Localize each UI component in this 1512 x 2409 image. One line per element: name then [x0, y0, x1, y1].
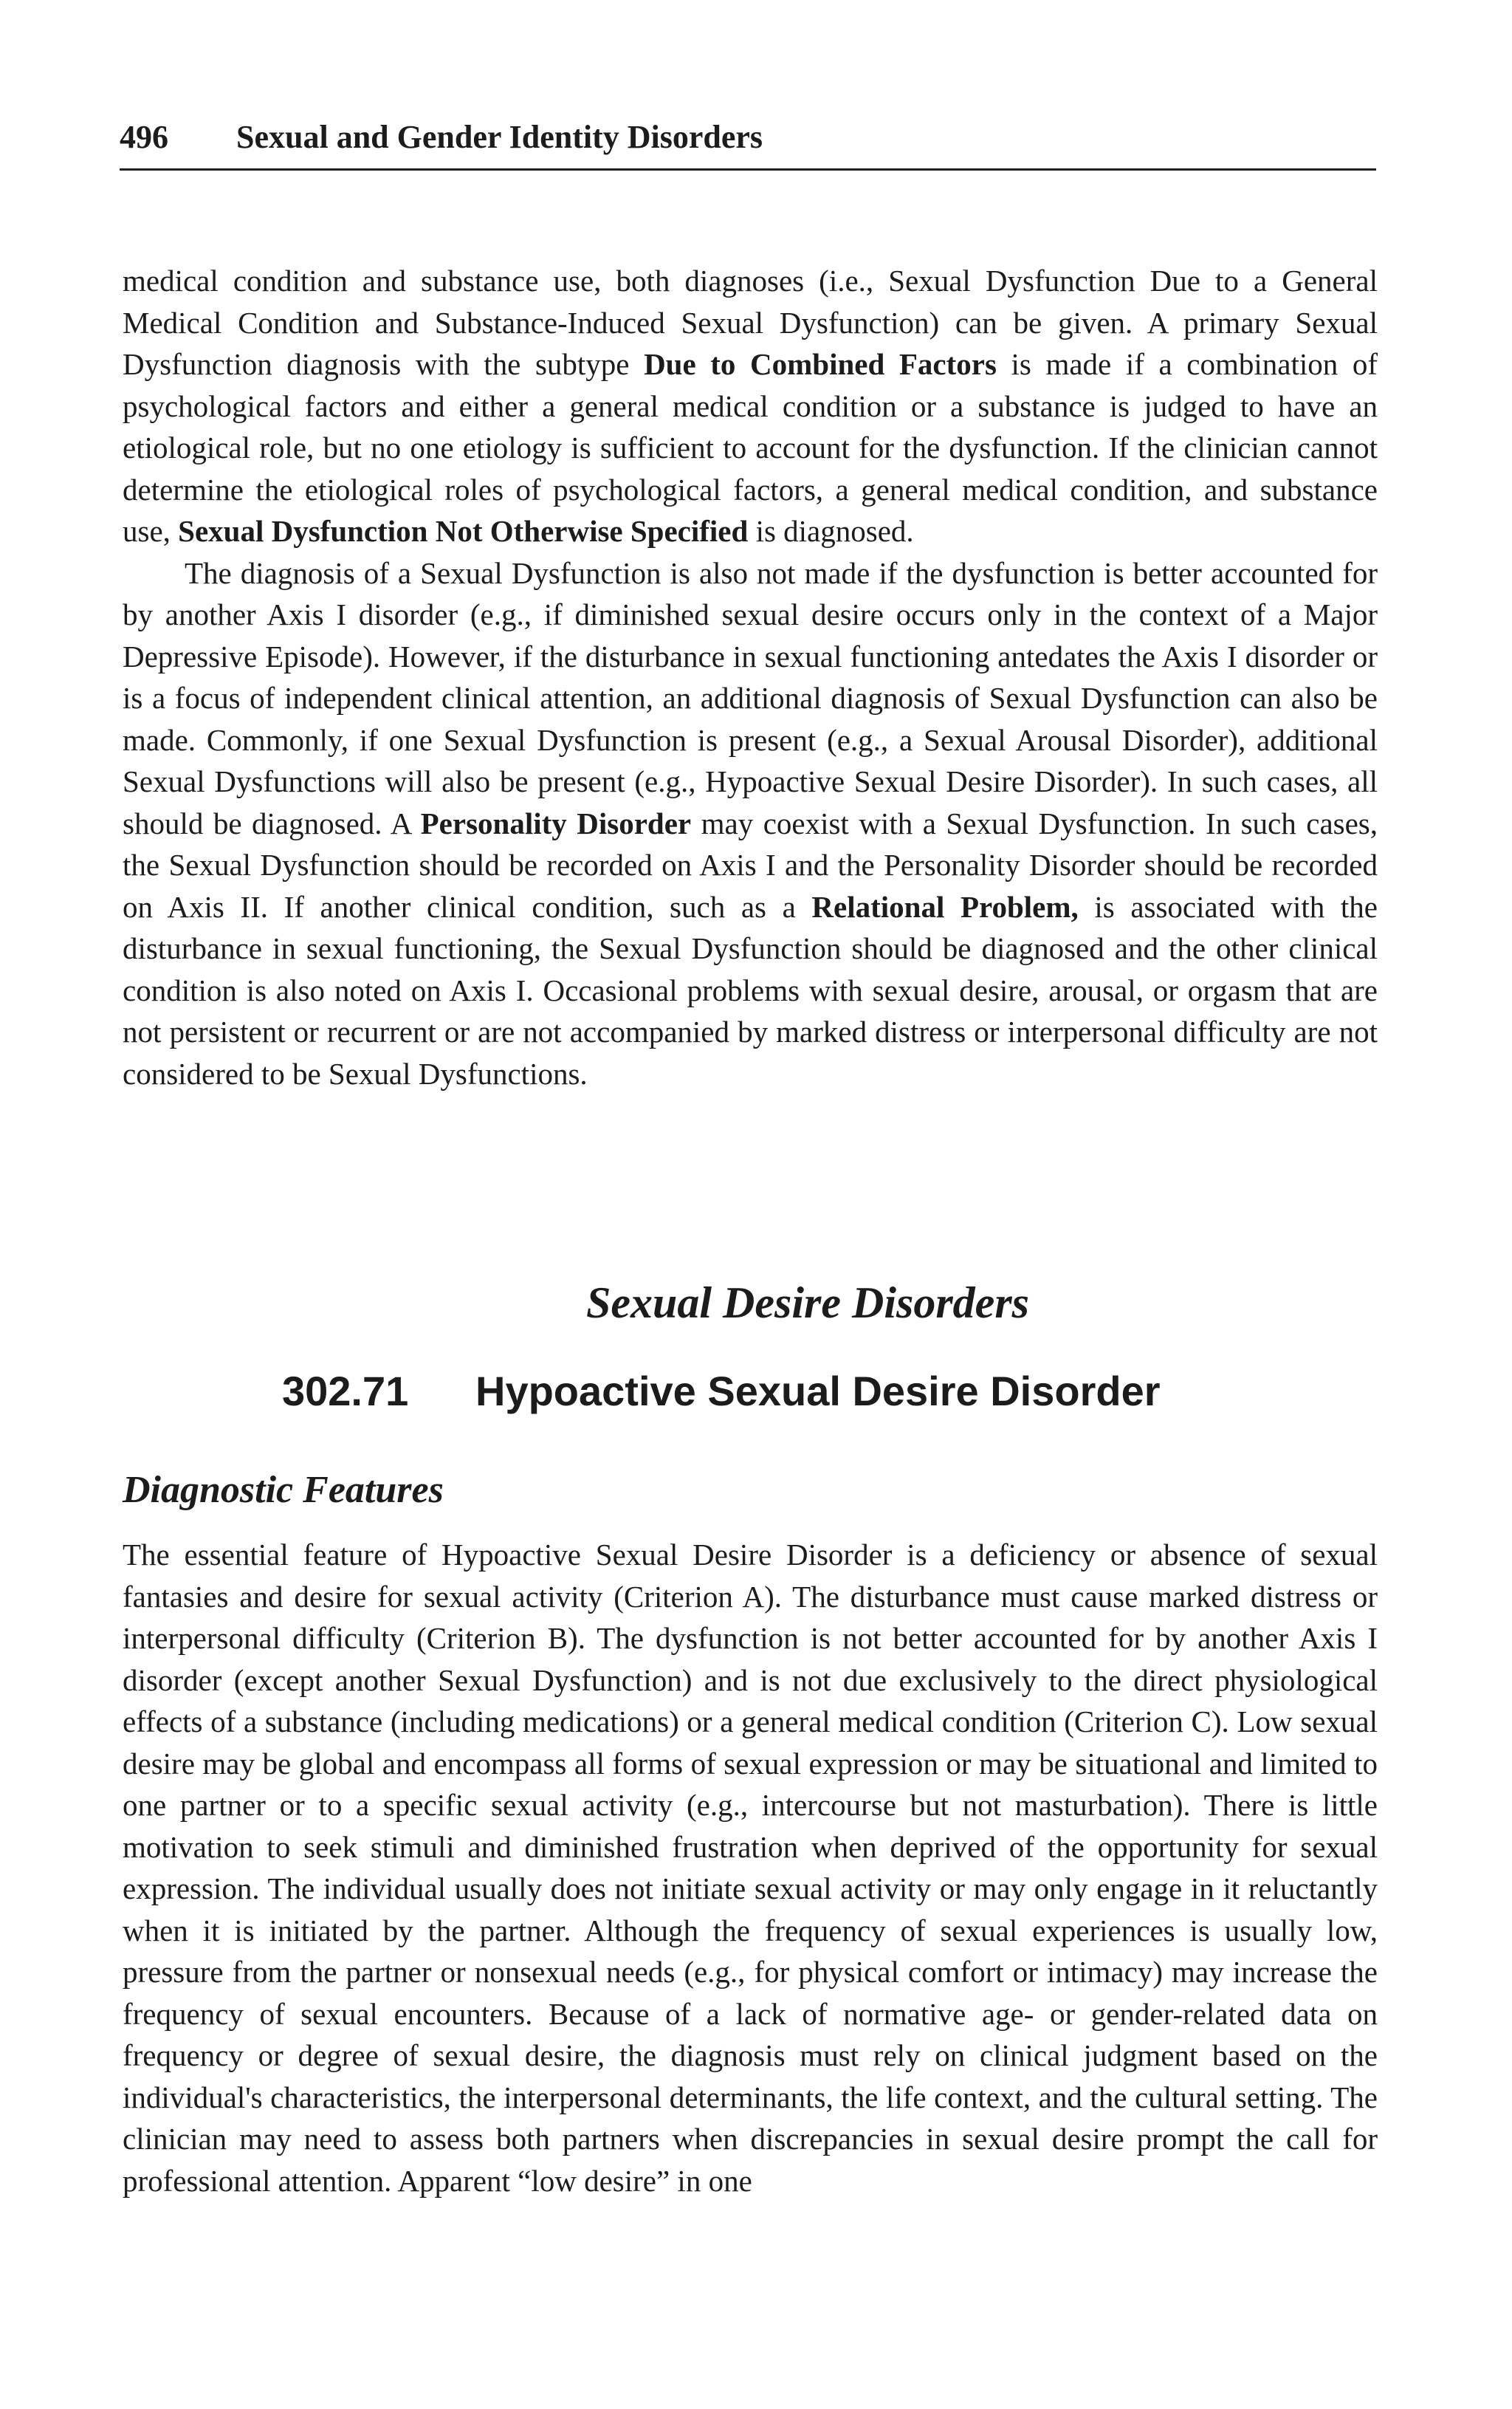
paragraph-text: medical condition and substance use, both diagnoses (i.e., Sexual Dysfunction Due to a General Medical Condition and Substance-Induced Sexual Dysfunction) can be given. A primary Sexual Dysfunction diagnosis with the subtype: [123, 264, 1378, 381]
diagnostic-code: 302.71: [282, 1368, 409, 1414]
subsection-heading: Diagnostic Features: [123, 1469, 444, 1511]
page-header: [120, 117, 1376, 171]
paragraph-text: may coexist with a Sexual Dysfunction. In such cases, the Sexual Dysfunction should be recorded on Axis I and the Personality Disorder should be recorded on Axis II. If another clinical condition, such as a: [123, 806, 1378, 924]
paragraph-text: is made if a combination of psychological factors and either a general medical condition or a substance is judged to have an etiological role, but no one etiology is sufficient to account for the dysfunction. If the clinician cannot determine the etiological roles of psychological factors, a general medical condition, and substance use,: [123, 347, 1378, 548]
paragraph-combined-factors: [123, 260, 1378, 552]
paragraph-text: The diagnosis of a Sexual Dysfunction is also not made if the dysfunction is better accounted for by another Axis I disorder (e.g., if diminished sexual desire occurs only in the context of a Major Depressive Episode). However, if the disturbance in sexual functioning antedates the Axis I disorder or is a focus of independent clinical attention, an additional diagnosis of Sexual Dysfunction can also be made. Commonly, if one Sexual Dysfunction is present (e.g., a Sexual Arousal Disorder), additional Sexual Dysfunctions will also be present (e.g., Hypoactive Sexual Desire Disorder). In such cases, all should be diagnosed. A: [123, 555, 1378, 840]
bold-term-personality-disorder: Personality Disorder: [420, 806, 692, 840]
page-number: 496: [120, 119, 168, 155]
body-text-top: [123, 260, 1378, 1094]
body-text-bottom: [123, 1534, 1378, 2201]
bold-term-due-to-combined-factors: Due to Combined Factors: [644, 347, 997, 381]
disorder-name: Hypoactive Sexual Desire Disorder: [475, 1368, 1161, 1414]
section-heading: Sexual Desire Disorders: [585, 1278, 1030, 1327]
paragraph-diagnostic-features: The essential feature of Hypoactive Sexual Desire Disorder is a deficiency or absence of sexual fantasies and desire for sexual activity (Criterion A). The disturbance must cause marked distress or interpersonal difficulty (Criterion B). The dysfunction is not better accounted for by another Axis I disorder (except another Sexual Dysfunction) and is not due exclusively to the direct physiological effects of a substance (including medications) or a general medical condition (Criterion C). Low sexual desire may be global and encompass all forms of sexual expression or may be situational and limited to one partner or to a specific sexual activity (e.g., intercourse but not masturbation). There is little motivation to seek stimuli and diminished frustration when deprived of the opportunity for sexual expression. The individual usually does not initiate sexual activity or may only engage in it reluctantly when it is initiated by the partner. Although the frequency of sexual experiences is usually low, pressure from the partner or nonsexual needs (e.g., for physical comfort or intimacy) may increase the frequency of sexual encounters. Because of a lack of normative age- or gender-related data on frequency or degree of sexual desire, the diagnosis must rely on clinical judgment based on the individual's characteristics, the interpersonal determinants, the life context, and the cultural setting. The clinician may need to assess both partners when discrepancies in sexual desire prompt the call for professional attention. Apparent “low desire” in one: [123, 1538, 1378, 2198]
bold-term-relational-problem: Relational Problem,: [811, 889, 1079, 924]
paragraph-text: is diagnosed.: [748, 514, 914, 548]
paragraph-text: is associated with the disturbance in sexual functioning, the Sexual Dysfunction should be diagnosed and the other clinical condition is also noted on Axis I. Occasional problems with sexual desire, arousal, or orgasm that are not persistent or recurrent or are not accompanied by marked distress or interpersonal difficulty are not considered to be Sexual Dysfunctions.: [123, 889, 1378, 1091]
disorder-heading: [282, 1365, 1161, 1418]
running-title: Sexual and Gender Identity Disorders: [236, 119, 763, 155]
bold-term-sexual-dysfunction-nos: Sexual Dysfunction Not Otherwise Specified: [178, 514, 749, 548]
paragraph-axis-i-disorder: [123, 552, 1378, 1095]
